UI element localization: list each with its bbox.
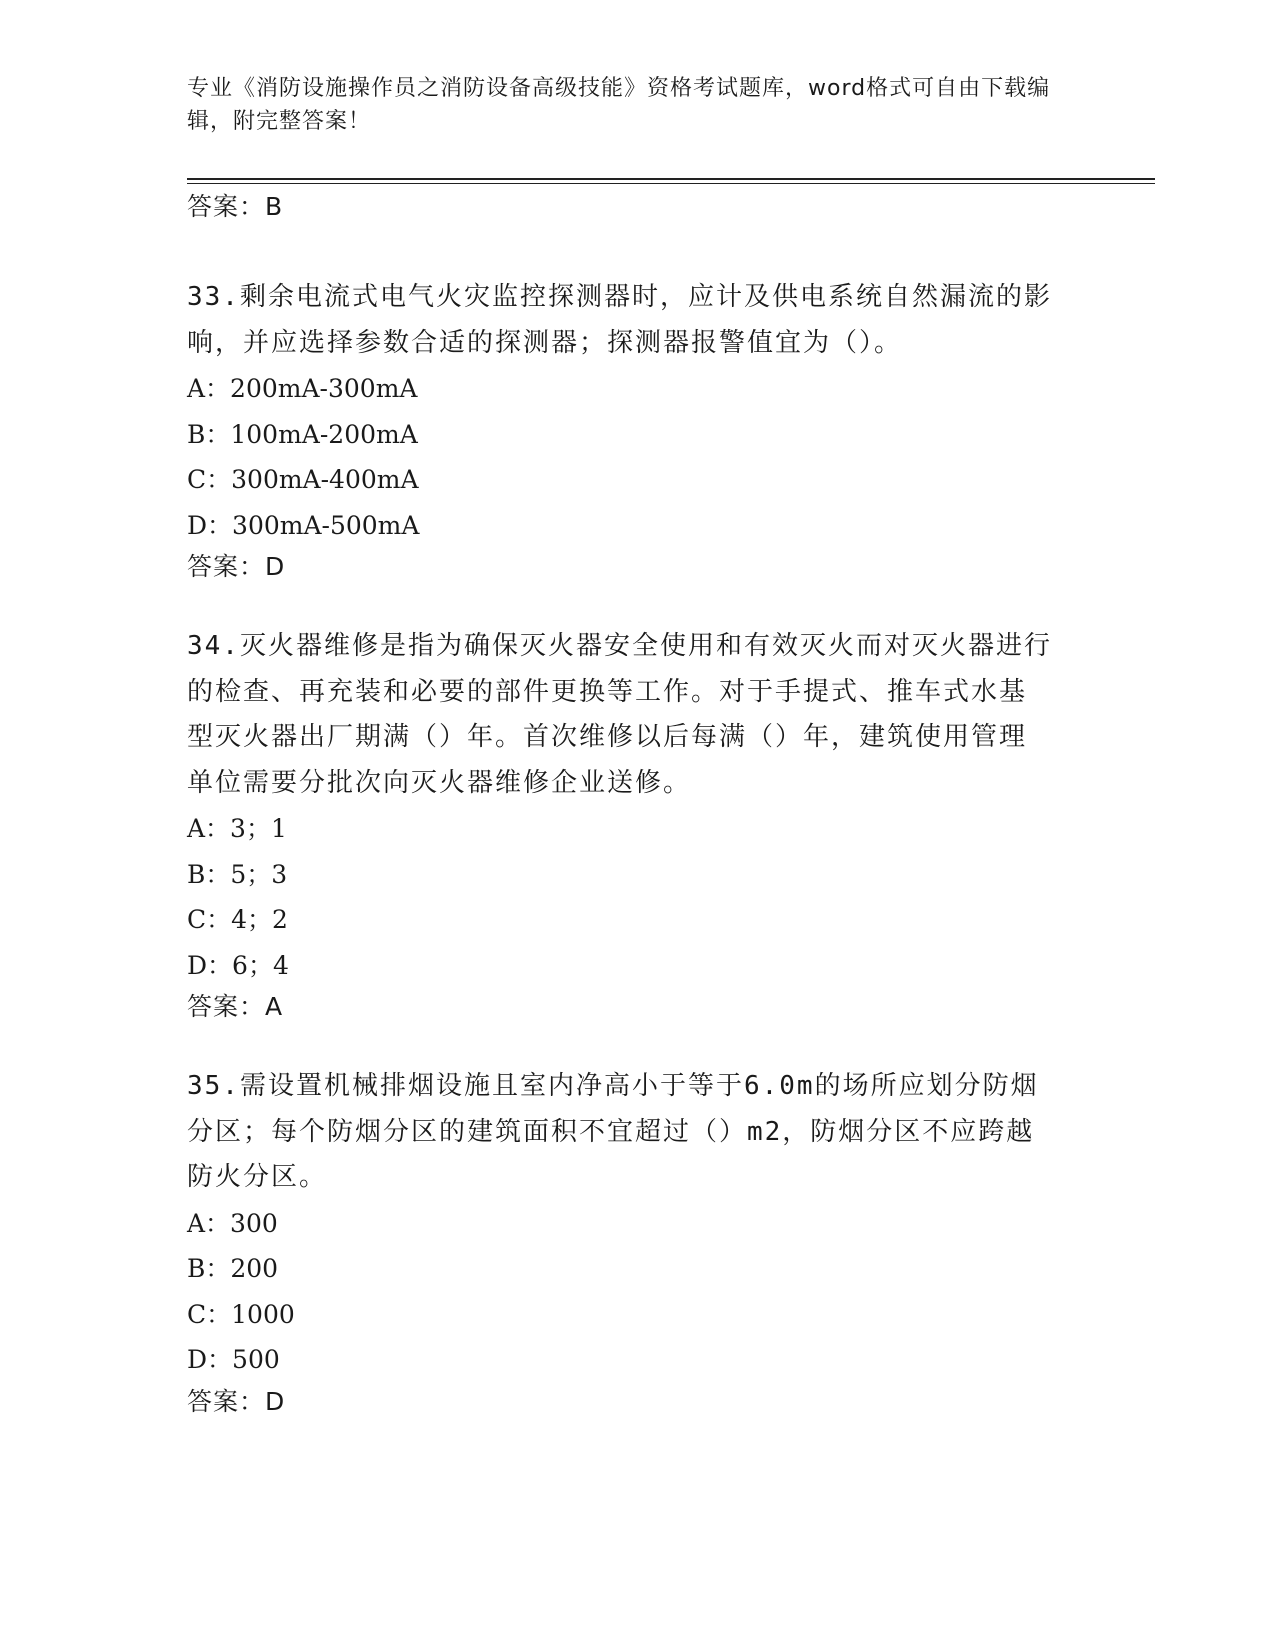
- option-c: C：4；2: [187, 905, 288, 934]
- answer-label: 答案：D: [187, 1386, 286, 1416]
- header-divider: [187, 178, 1155, 180]
- first-answer-block: [187, 192, 1087, 222]
- page-header: 专业《消防设施操作员之消防设备高级技能》资格考试题库，word格式可自由下载编辑，附完整答案！: [187, 76, 1051, 134]
- question-34: [187, 624, 1087, 1022]
- answer-label: 答案：D: [187, 552, 286, 581]
- answer-label: 答案：B: [187, 192, 284, 221]
- answer-label: 答案：A: [187, 992, 284, 1021]
- question-text-line: 单位需要分批次向灭火器维修企业送修。: [187, 767, 692, 798]
- question-text-line: 的检查、再充装和必要的部件更换等工作。对于手提式、推车式水基: [187, 676, 1028, 707]
- question-35: [187, 1064, 1087, 1417]
- option-a: A：3；1: [187, 814, 287, 843]
- question-text-line: 响，并应选择参数合适的探测器；探测器报警值宜为（）。: [187, 327, 903, 358]
- option-a: A：200mA-300mA: [187, 374, 418, 403]
- option-b: B：100mA-200mA: [187, 419, 418, 449]
- option-a: A：300: [187, 1208, 278, 1238]
- option-c: C：1000: [187, 1299, 295, 1329]
- option-c: C：300mA-400mA: [187, 465, 419, 494]
- question-text-line: 35.需设置机械排烟设施且室内净高小于等于6.0m的场所应划分防烟: [187, 1071, 1039, 1101]
- option-d: D：500: [187, 1345, 280, 1374]
- question-text-line: 防火分区。: [187, 1162, 328, 1192]
- question-text-line: 型灭火器出厂期满（）年。首次维修以后每满（）年，建筑使用管理: [187, 722, 1028, 752]
- option-d: D：300mA-500mA: [187, 510, 420, 540]
- question-33: [187, 275, 1087, 582]
- question-text-line: 分区；每个防烟分区的建筑面积不宜超过（）m2，防烟分区不应跨越: [187, 1116, 1035, 1147]
- option-b: B：5；3: [187, 859, 288, 889]
- question-text-line: 34.灭火器维修是指为确保灭火器安全使用和有效灭火而对灭火器进行: [187, 631, 1052, 661]
- header-divider-thin: [187, 183, 1155, 184]
- option-d: D：6；4: [187, 950, 289, 980]
- option-b: B：200: [187, 1254, 279, 1283]
- question-text-line: 33.剩余电流式电气火灾监控探测器时，应计及供电系统自然漏流的影: [187, 282, 1052, 312]
